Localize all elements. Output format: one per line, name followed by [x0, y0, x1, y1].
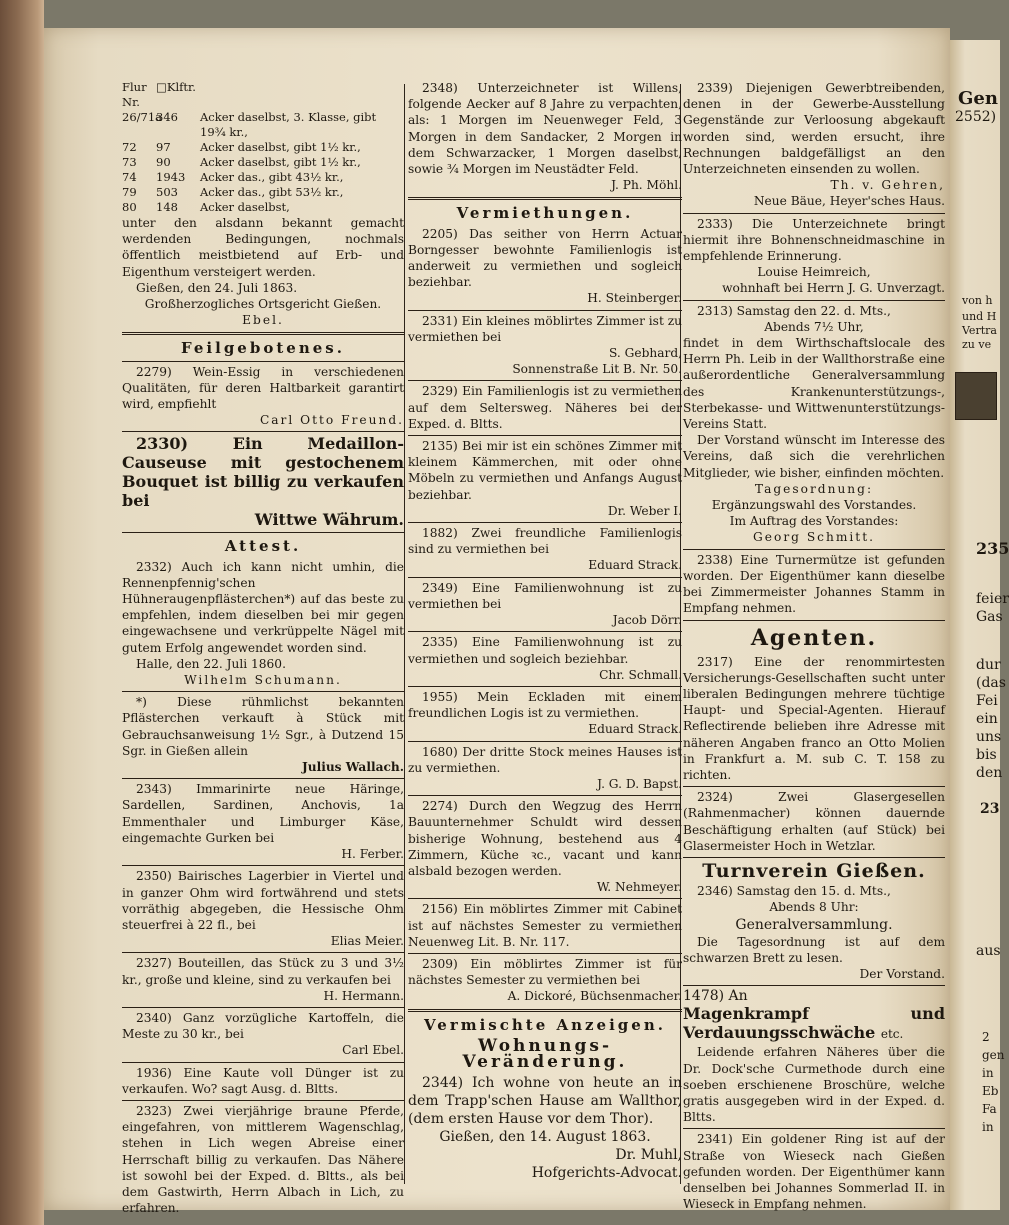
ad-2340: 2340) Ganz vorzügliche Kartoffeln, die Meste zu 30 kr., bei: [122, 1010, 404, 1042]
next-page-text: Eb: [982, 1084, 999, 1098]
divider: [408, 435, 682, 436]
ad-2346-time: Abends 8 Uhr:: [769, 900, 859, 915]
ad-1882-sign: Eduard Strack.: [588, 558, 682, 573]
divider: [408, 380, 682, 381]
sale-sign-name: Ebel.: [242, 313, 284, 328]
ad-2330-sign: Wittwe Währum.: [254, 510, 404, 530]
ad-2335: 2335) Eine Familienwohnung ist zu vermiethen und sogleich beziehbar.: [408, 635, 682, 666]
next-page-text: Vertra: [962, 324, 997, 337]
ad-1936: 1936) Eine Kaute voll Dünger ist zu verkaufen. Wo? sagt Ausg. d. Bltts.: [122, 1065, 404, 1096]
divider: [683, 549, 945, 550]
next-page-text: und H: [962, 310, 997, 323]
next-page-text: bis: [976, 747, 997, 763]
divider: [683, 985, 945, 986]
column-2: [408, 80, 682, 1182]
table-nr: 73: [122, 155, 137, 169]
ad-2327-sign: H. Hermann.: [323, 988, 404, 1003]
table-header-klftr: □Klftr.: [156, 80, 196, 94]
field-table: [122, 80, 404, 215]
table-nr: 79: [122, 185, 137, 199]
ad-2341: 2341) Ein goldener Ring ist auf der Straße von Wieseck nach Gießen gefunden worden. Der Eigenthümer kann denselben bei Johannes Sommerlad II. in Wieseck in Empfang nehmen.: [683, 1132, 945, 1212]
ad-2313-agenda: Tagesordnung:: [754, 481, 874, 496]
ad-2346-event: Generalversammlung.: [735, 916, 893, 933]
attest-text: 2332) Auch ich kann nicht umhin, die Rennenpfennig'schen Hühneraugenpflästerchen*) auf das beste zu empfehlen, indem dieselben bei mir gegen eingewachsene und verkrüppelte Nägel mit gutem Erfolg angewendet worden sind.: [122, 559, 404, 655]
next-page-illustration: [955, 372, 997, 420]
sale-sign-authority: Großherzogliches Ortsgericht Gießen.: [144, 297, 382, 312]
table-nr: 26/71a: [122, 110, 162, 124]
next-page-text: dur: [976, 657, 1001, 673]
divider: [408, 898, 682, 899]
ad-2274: 2274) Durch den Wegzug des Herrn Bauunternehmer Schuldt wird dessen bisherige Wohnung, bestehend aus 4 Zimmern, Küche ꝛc., vacant und kann alsbald bezogen werden.: [408, 799, 682, 878]
divider: [122, 691, 404, 692]
next-page-text: den: [976, 765, 1003, 781]
table-text: Acker daselbst, gibt 1½ kr.,: [200, 155, 361, 169]
wohnungs-heading: Wohnungs-Veränderung.: [462, 1035, 628, 1072]
ad-1478-intro: [683, 988, 945, 1004]
ad-1478-text: Leidende erfahren Näheres über die Dr. Dock'sche Curmethode durch eine soeben erschienene Broschüre, welche gratis ausgegeben wird in der Exped. d. Bltts.: [683, 1045, 945, 1125]
ad-2344-date: Gießen, den 14. August 1863.: [439, 1129, 651, 1146]
ad-2348-sign: J. Ph. Möhl.: [611, 178, 682, 193]
section-heading-agenten: Agenten.: [750, 624, 878, 651]
ad-2333-sign-name: Louise Heimreich,: [757, 265, 871, 280]
ad-2350-sign: Elias Meier.: [330, 934, 404, 949]
next-page-text: (das: [976, 675, 1006, 691]
next-page-text: zu ve: [962, 338, 992, 351]
ad-2331-sign-name: S. Gebhard,: [608, 346, 682, 361]
divider: [122, 361, 404, 362]
sale-date: Gießen, den 24. Juli 1863.: [136, 280, 298, 295]
ad-1955-sign: Eduard Strack.: [588, 722, 682, 737]
ad-2344-sign-title: Hofgerichts-Advocat.: [531, 1165, 682, 1182]
ad-2327: 2327) Bouteillen, das Stück zu 3 und 3½ kr., große und kleine, sind zu verkaufen bei: [122, 956, 404, 987]
ad-2313-text: findet in dem Wirthschaftslocale des Herrn Ph. Leib in der Wallthorstraße eine außerordentliche Generalversammlung des Krankenunterstützungs-, Sterbekasse- und Wittwenunterstützungs-Vereins Statt.: [683, 336, 945, 432]
turnverein-heading: Turnverein Gießen.: [702, 859, 926, 882]
ad-1478-an: An: [728, 988, 748, 1005]
next-page-text: 2552): [955, 109, 997, 125]
divider: [122, 431, 404, 432]
ad-2313-time: Abends 7½ Uhr,: [764, 319, 864, 334]
ad-2330: 2330) Ein Medaillon-Causeuse mit gestochenem Bouquet ist billig zu verkaufen bei: [122, 434, 404, 511]
next-page-text: aus: [976, 943, 1001, 959]
ad-2324: 2324) Zwei Glasergesellen (Rahmenmacher) können dauernde Beschäftigung erhalten (auf Stück) bei Glasermeister Hoch in Wetzlar.: [683, 790, 945, 853]
divider: [122, 1007, 404, 1008]
ad-2344-sign-name: Dr. Muhl,: [615, 1147, 682, 1164]
ad-2333-sign-address: wohnhaft bei Herrn J. G. Unverzagt.: [722, 281, 945, 296]
divider: [683, 300, 945, 301]
divider: [122, 952, 404, 953]
ad-1478-headline: Magenkrampf und Verdauungsschwäche: [683, 1004, 945, 1043]
ad-2350: 2350) Bairisches Lagerbier in Viertel und in ganzer Ohm wird fortwährend und stets vorräthig abgegeben, die Hessische Ohm steuerfrei à 22 fl., bei: [122, 869, 404, 932]
divider: [122, 332, 404, 335]
ad-2346: 2346) Samstag den 15. d. Mts.,: [697, 884, 891, 899]
attest-note-sign: Julius Wallach.: [301, 760, 404, 775]
next-page-text: feier: [976, 591, 1009, 607]
ad-2313-sign-name: Georg Schmitt.: [753, 530, 875, 545]
next-page-text: Fa: [982, 1102, 997, 1116]
divider: [408, 522, 682, 523]
ad-2343: 2343) Immarinirte neue Häringe, Sardellen, Sardinen, Anchovis, 1a Emmenthaler und Limburger Käse, eingemachte Gurken bei: [122, 782, 404, 845]
ad-2279: 2279) Wein-Essig in verschiedenen Qualitäten, für deren Haltbarkeit garantirt wird, empfiehlt: [122, 364, 404, 412]
table-nr: 72: [122, 140, 137, 154]
divider: [408, 197, 682, 200]
ad-2331: 2331) Ein kleines möblirtes Zimmer ist zu vermiethen bei: [408, 313, 682, 344]
ad-2346-text: Die Tagesordnung ist auf dem schwarzen Brett zu lesen.: [683, 934, 945, 965]
ad-2309-sign: A. Dickoré, Büchsenmacher.: [507, 989, 682, 1004]
ad-2313-sign-line: Im Auftrag des Vorstandes:: [729, 514, 899, 529]
ad-2333: 2333) Die Unterzeichnete bringt hiermit ihre Bohnenschneidmaschine in empfehlende Erinnerung.: [683, 216, 945, 264]
ad-1955: 1955) Mein Eckladen mit einem freundlichen Logis ist zu vermiethen.: [408, 689, 682, 721]
table-klftr: 90: [156, 155, 171, 169]
next-page-text: Fei: [976, 693, 998, 709]
ad-2329: 2329) Ein Familienlogis ist zu vermiethen auf dem Seltersweg. Näheres bei der Exped. d. Bltts.: [408, 384, 682, 431]
ad-2340-sign: Carl Ebel.: [342, 1043, 404, 1058]
sale-text: unter den alsdann bekannt gemacht werdenden Bedingungen, nochmals öffentlich meistbietend auf Erb- und Eigenthum versteigert werden.: [122, 216, 404, 279]
divider: [122, 532, 404, 533]
next-page-text: in: [982, 1120, 994, 1134]
ad-2205-sign: H. Steinberger.: [587, 291, 682, 306]
ad-2344: 2344) Ich wohne von heute an in dem Trapp'schen Hause am Wallthor, (dem ersten Hause vor dem Thor).: [408, 1075, 682, 1128]
divider: [408, 795, 682, 796]
ad-1680-sign: J. G. D. Bapst.: [597, 776, 682, 791]
ad-2317: 2317) Eine der renommirtesten Versicherungs-Gesellschaften sucht unter liberalen Bedingungen mehrere tüchtige Haupt- und Special-Agenten. Hierauf Reflectirende belieben ihre Adresse mit näheren Angaben franco an Otto Molien in Frankfurt a. M. sub C. T. 158 zu richten.: [683, 654, 945, 782]
ad-2339-sign-address: Neue Bäue, Heyer'sches Haus.: [753, 194, 945, 209]
ad-2339-sign-name: Th. v. Gehren,: [830, 178, 945, 193]
ad-2309: 2309) Ein möblirtes Zimmer ist für nächstes Semester zu vermiethen bei: [408, 956, 682, 988]
attest-date: Halle, den 22. Juli 1860.: [136, 656, 286, 671]
ad-2338: 2338) Eine Turnermütze ist gefunden worden. Der Eigenthümer kann dieselbe bei Zimmermeister Johannes Stamm in Empfang nehmen.: [683, 552, 945, 616]
attest-heading: Attest.: [224, 537, 302, 556]
ad-2279-sign: Carl Otto Freund.: [259, 413, 404, 428]
table-klftr: 346: [156, 110, 178, 124]
table-nr: 80: [122, 200, 137, 214]
divider: [122, 1100, 404, 1101]
ad-2346-sign: Der Vorstand.: [859, 966, 945, 981]
table-klftr: 97: [156, 140, 171, 154]
next-page-text: uns: [976, 729, 1002, 745]
table-klftr: 503: [156, 185, 178, 199]
ad-2274-sign: W. Nehmeyer.: [596, 880, 682, 895]
divider: [683, 786, 945, 787]
divider: [122, 778, 404, 779]
ad-1680: 1680) Der dritte Stock meines Hauses ist zu vermiethen.: [408, 744, 682, 775]
divider: [683, 213, 945, 214]
next-page-text: von h: [962, 294, 993, 307]
divider: [408, 310, 682, 311]
table-klftr: 1943: [156, 170, 186, 184]
divider: [683, 857, 945, 858]
next-page-text: Gas: [976, 609, 1003, 625]
ad-2349: 2349) Eine Familienwohnung ist zu vermiethen bei: [408, 580, 682, 611]
column-3: [683, 80, 945, 1212]
table-text: Acker das., gibt 43½ kr.,: [200, 170, 344, 184]
divider: [408, 631, 682, 632]
ad-2313: 2313) Samstag den 22. d. Mts.,: [697, 303, 891, 318]
ad-2349-sign: Jacob Dörr.: [612, 613, 682, 628]
ad-2335-sign: Chr. Schmall.: [599, 667, 682, 682]
section-heading-feilgebotenes: Feilgebotenes.: [181, 339, 345, 358]
next-page-text: 23: [980, 801, 1000, 817]
ad-2339: 2339) Diejenigen Gewerbtreibenden, denen in der Gewerbe-Ausstellung Gegenstände zur Verloosung abgekauft worden sind, werden ersucht, ihre Rechnungen baldgefälligst an den Unterzeichneten einsenden zu wollen.: [683, 81, 945, 177]
attest-sign: Wilhelm Schumann.: [184, 673, 342, 688]
ad-2156: 2156) Ein möblirtes Zimmer mit Cabinet ist auf nächstes Semester zu vermiethen Neuenweg Lit. B. Nr. 117.: [408, 902, 682, 949]
next-page-text: 2: [982, 1030, 990, 1044]
section-heading-vermischte: Vermischte Anzeigen.: [424, 1015, 666, 1034]
next-page-text: 235: [976, 539, 1009, 558]
divider: [122, 865, 404, 866]
ad-1478-headline-line: [683, 1004, 945, 1044]
divider: [408, 577, 682, 578]
ad-1478-etc: etc.: [880, 1027, 904, 1042]
divider: [408, 686, 682, 687]
divider: [683, 620, 945, 621]
divider: [408, 953, 682, 954]
ad-2135-sign: Dr. Weber I.: [607, 503, 682, 518]
ad-1882: 1882) Zwei freundliche Familienlogis sind zu vermiethen bei: [408, 526, 682, 557]
ad-2343-sign: H. Ferber.: [341, 847, 404, 862]
divider: [122, 1062, 404, 1063]
table-header-nr: Flur Nr.: [122, 80, 147, 109]
table-text: Acker daselbst, 3. Klasse, gibt 19¾ kr.,: [200, 110, 377, 139]
next-page-text: Gen: [958, 88, 998, 109]
next-page-text: ein: [976, 711, 998, 727]
divider: [408, 1009, 682, 1012]
table-text: Acker daselbst,: [200, 200, 290, 214]
ad-2331-sign-address: Sonnenstraße Lit B. Nr. 50.: [512, 362, 682, 377]
table-text: Acker daselbst, gibt 1½ kr.,: [200, 140, 361, 154]
ad-2313-agenda-item: Ergänzungswahl des Vorstandes.: [711, 498, 917, 513]
next-page-text: gen: [982, 1048, 1005, 1062]
ad-2323: 2323) Zwei vierjährige braune Pferde, eingefahren, von mittlerem Wagenschlag, stehen in Lich wegen Abreise einer Herrschaft billig zu verkaufen. Das Nähere ist sowohl bei der Exped. d. Bltts., als bei dem Gastwirth, Herrn Albach in Lich, zu erfahren.: [122, 1103, 404, 1216]
section-heading-vermiethungen: Vermiethungen.: [456, 204, 634, 223]
ad-2348: 2348) Unterzeichneter ist Willens, folgende Aecker auf 8 Jahre zu verpachten, als: 1 Morgen im Neuenweger Feld, 3 Morgen in dem Sandacker, 2 Morgen in dem Schwarzacker, 1 Morgen daselbst, sowie ¾ Morgen im Neustädter Feld.: [408, 81, 682, 177]
table-text: Acker das., gibt 53½ kr.,: [200, 185, 344, 199]
ad-2313-text2: Der Vorstand wünscht im Interesse des Vereins, daß sich die verehrlichen Mitglieder, wie bisher, einfinden möchten.: [683, 433, 945, 480]
table-klftr: 148: [156, 200, 178, 214]
attest-note: *) Diese rühmlichst bekannten Pflästerchen verkauft à Stück mit Gebrauchsanweisung 1½ Sgr., à Dutzend 15 Sgr. in Gießen allein: [122, 695, 404, 758]
ad-2135: 2135) Bei mir ist ein schönes Zimmer mit kleinem Kämmerchen, mit oder ohne Möbeln zu vermiethen und Anfangs August beziehbar.: [408, 439, 682, 502]
divider: [683, 1128, 945, 1129]
book-binding: [0, 0, 44, 1225]
ad-2205: 2205) Das seither von Herrn Actuar Borngesser bewohnte Familienlogis ist anderweit zu vermiethen und sogleich beziehbar.: [408, 226, 682, 290]
ad-1478-number: 1478): [683, 988, 725, 1005]
column-1: [122, 80, 404, 1216]
table-nr: 74: [122, 170, 137, 184]
next-page-text: in: [982, 1066, 994, 1080]
divider: [408, 741, 682, 742]
column-divider-1: [404, 84, 405, 1184]
